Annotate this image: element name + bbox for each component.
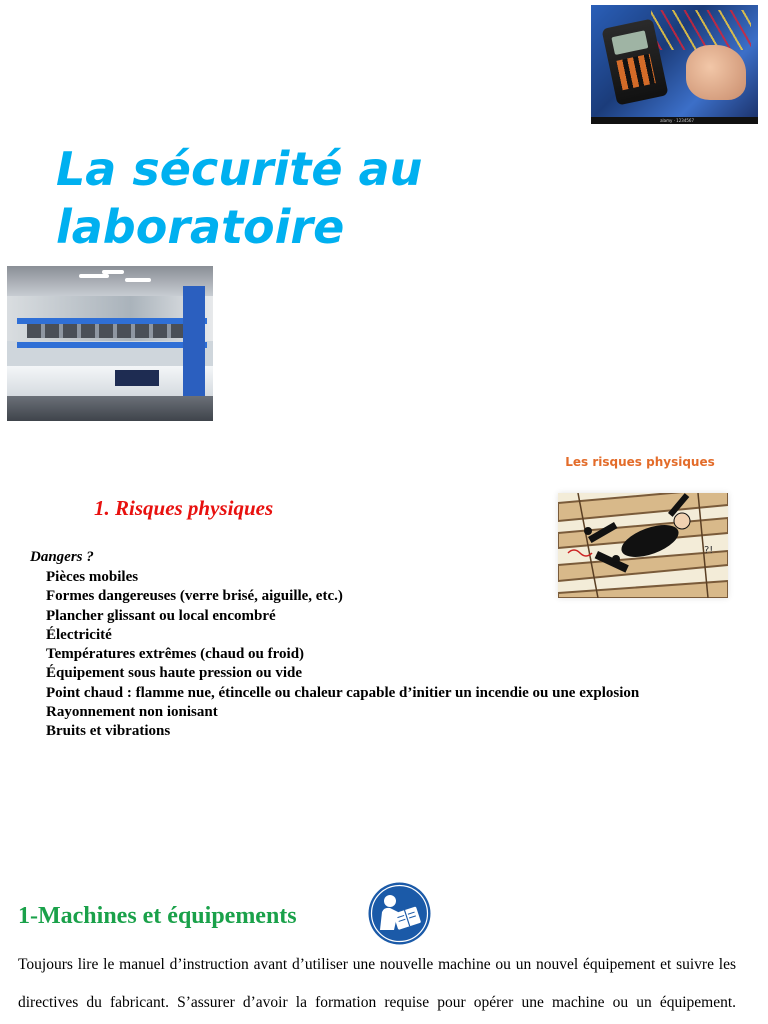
multimeter-photo xyxy=(591,5,758,124)
section-heading-physical-risks: 1. Risques physiques xyxy=(94,496,274,520)
section-heading-machines: 1-Machines et équipements xyxy=(18,903,297,929)
dangers-list xyxy=(46,568,639,742)
list-item: Températures extrêmes (chaud ou froid) xyxy=(46,646,305,663)
svg-text:?!: ?! xyxy=(704,545,714,556)
page-title: La sécurité au laboratoire xyxy=(56,142,423,254)
list-item: Électricité xyxy=(46,626,112,643)
read-manual-icon xyxy=(368,882,431,945)
list-item: Pièces mobiles xyxy=(46,569,139,585)
list-item: Bruits et vibrations xyxy=(46,723,171,740)
list-item: Équipement sous haute pression ou vide xyxy=(46,665,303,682)
photo-credit: alamy · 1234567 xyxy=(660,118,694,123)
list-item: Formes dangereuses (verre brisé, aiguille, etc.) xyxy=(46,588,343,605)
machines-paragraph: Toujours lire le manuel d’instruction avant d’utiliser une nouvelle machine ou un nouvel équipement et suivre les directives du fabricant. S’assurer d’avoir la formation requise pour opérer une machine ou un équipement. xyxy=(18,956,736,1011)
list-item: Rayonnement non ionisant xyxy=(46,704,218,721)
lab-room-photo xyxy=(7,266,213,421)
list-item: Plancher glissant ou local encombré xyxy=(46,607,276,624)
figure-caption: Les risques physiques xyxy=(565,455,715,469)
list-item: Point chaud : flamme nue, étincelle ou chaleur capable d’initier un incendie ou une explosion xyxy=(46,684,640,701)
dangers-label: Dangers ? xyxy=(30,549,94,565)
